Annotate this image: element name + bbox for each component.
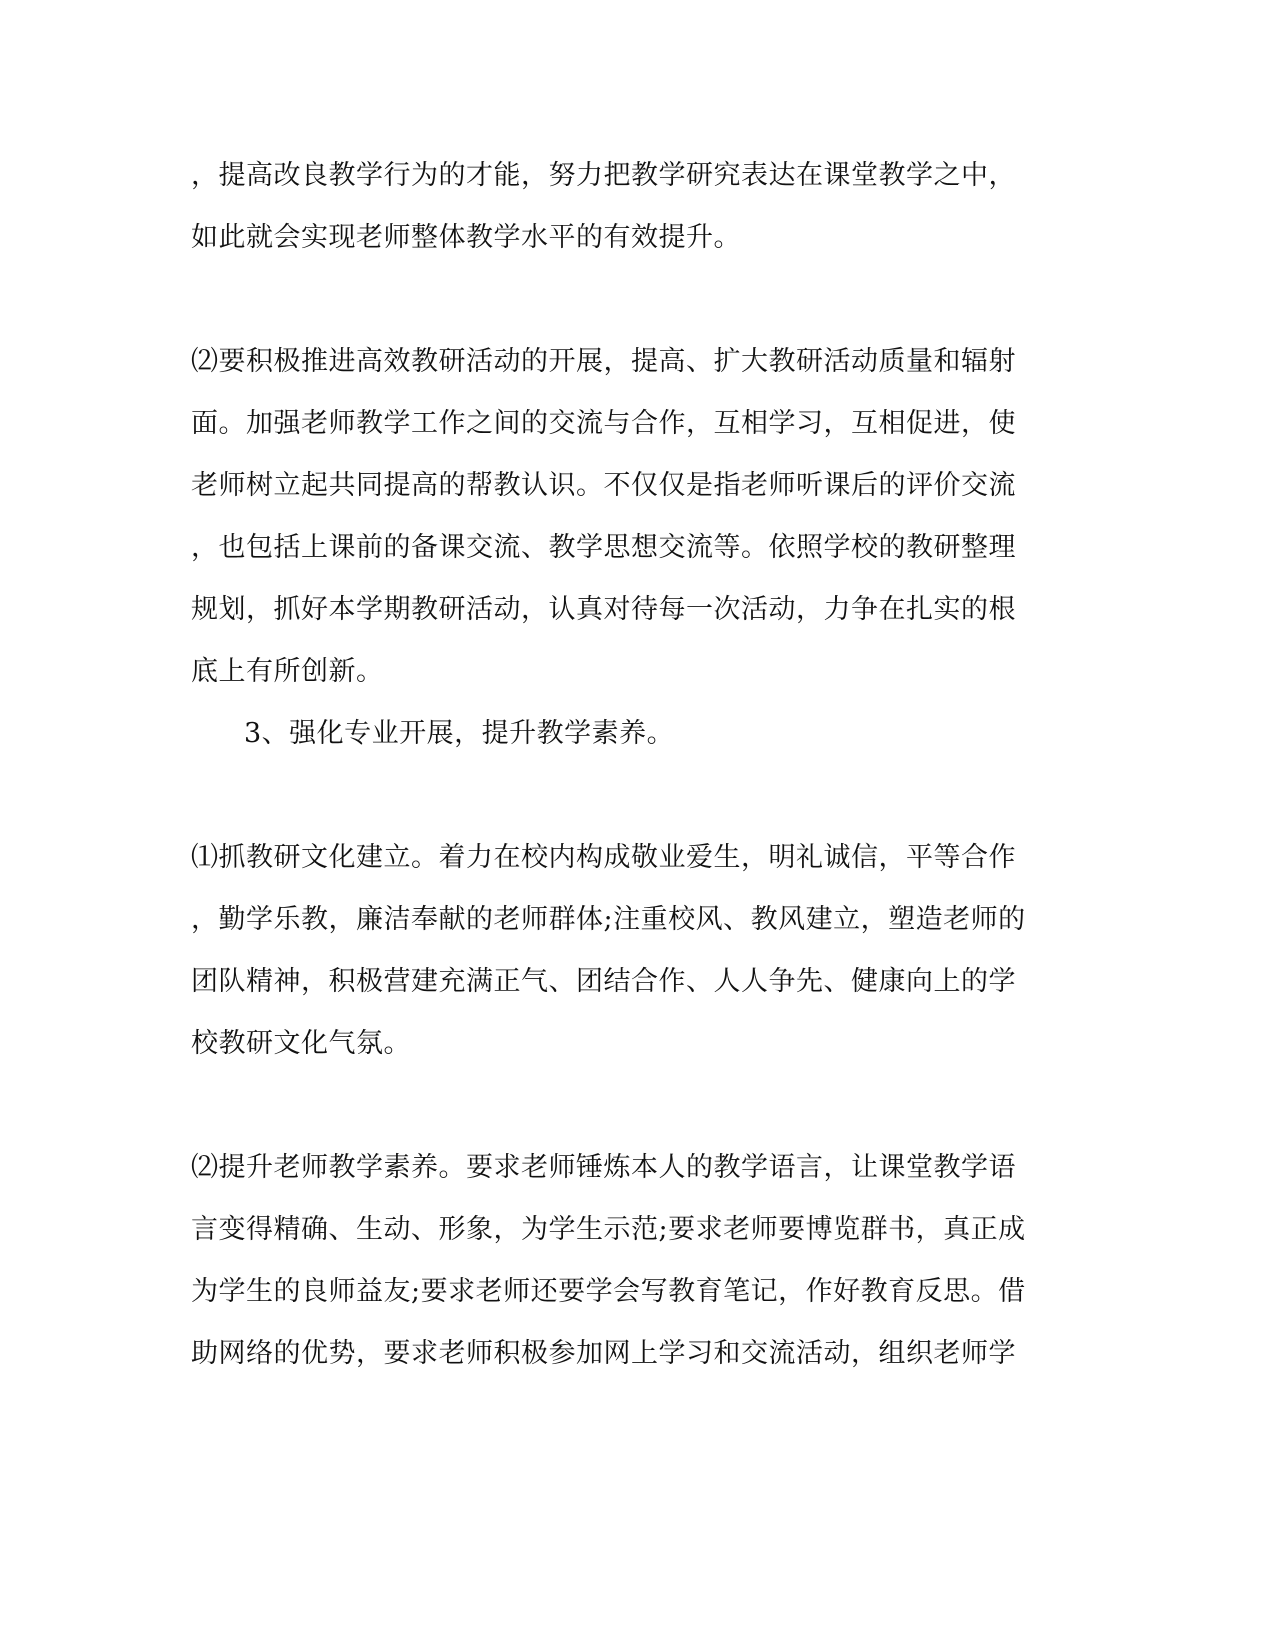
section-heading: 3、强化专业开展，提升教学素养。 bbox=[244, 718, 675, 749]
text-line: 底上有所创新。 bbox=[191, 656, 384, 687]
text-line: ，提高改良教学行为的才能，努力把教学研究表达在课堂教学之中， bbox=[191, 160, 1016, 191]
text-line: 助网络的优势，要求老师积极参加网上学习和交流活动，组织老师学 bbox=[191, 1338, 1016, 1369]
text-line: ，勤学乐教，廉洁奉献的老师群体;注重校风、教风建立，塑造老师的 bbox=[191, 904, 1026, 935]
text-line: 老师树立起共同提高的帮教认识。不仅仅是指老师听课后的评价交流 bbox=[191, 470, 1016, 501]
text-line: 规划，抓好本学期教研活动，认真对待每一次活动，力争在扎实的根 bbox=[191, 594, 1016, 625]
text-line: ⑴抓教研文化建立。着力在校内构成敬业爱生，明礼诚信，平等合作 bbox=[191, 842, 1016, 873]
text-line: 为学生的良师益友;要求老师还要学会写教育笔记，作好教育反思。借 bbox=[191, 1276, 1026, 1307]
text-line: ⑵提升老师教学素养。要求老师锤炼本人的教学语言，让课堂教学语 bbox=[191, 1152, 1016, 1183]
text-line: 团队精神，积极营建充满正气、团结合作、人人争先、健康向上的学 bbox=[191, 966, 1016, 997]
text-line: 言变得精确、生动、形象，为学生示范;要求老师要博览群书，真正成 bbox=[191, 1214, 1026, 1245]
text-line: ⑵要积极推进高效教研活动的开展，提高、扩大教研活动质量和辐射 bbox=[191, 346, 1016, 377]
text-line: 面。加强老师教学工作之间的交流与合作，互相学习，互相促进，使 bbox=[191, 408, 1016, 439]
text-line: ，也包括上课前的备课交流、教学思想交流等。依照学校的教研整理 bbox=[191, 532, 1016, 563]
text-line: 如此就会实现老师整体教学水平的有效提升。 bbox=[191, 222, 741, 253]
text-line: 校教研文化气氛。 bbox=[191, 1028, 411, 1059]
